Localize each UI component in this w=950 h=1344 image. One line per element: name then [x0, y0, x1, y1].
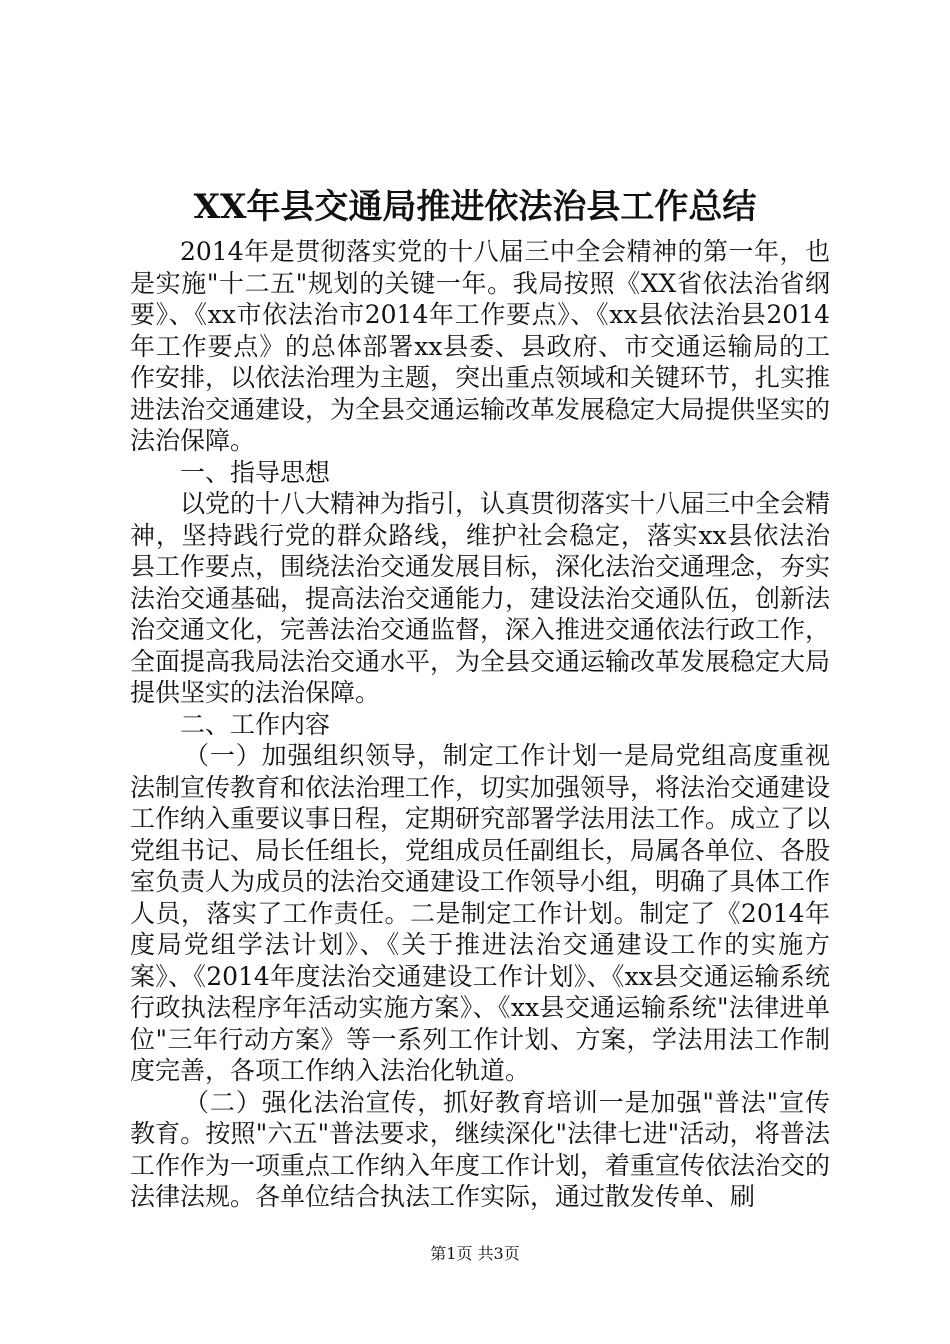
heading-guiding-ideology: 一、指导思想 [180, 457, 331, 487]
page-footer: 第1页 共3页 [430, 1244, 520, 1263]
paragraph-legal-publicity: （二）强化法治宣传，抓好教育培训一是加强"普法"宣传教育。按照"六五"普法要求，继续深化"法律七进"活动，将普法工作作为一项重点工作纳入年度工作计划，着重宣传依法治交的法律法规。各单位结合执法工作实际，通过散发传单、刷 [130, 1087, 831, 1211]
heading-work-content: 二、工作内容 [180, 709, 331, 739]
paragraph-guiding-ideology: 以党的十八大精神为指引，认真贯彻落实十八届三中全会精神，坚持践行党的群众路线，维护社会稳定，落实xx县依法治县工作要点，围绕法治交通发展目标，深化法治交通理念，夯实法治交通基础，提高法治交通能力，建设法治交通队伍，创新法治交通文化，完善法治交通监督，深入推进交通依法行政工作，全面提高我局法治交通水平，为全县交通运输改革发展稳定大局提供坚实的法治保障。 [130, 489, 831, 707]
paragraph-organization-leadership: （一）加强组织领导，制定工作计划一是局党组高度重视法制宣传教育和依法治理工作，切实加强领导，将法治交通建设工作纳入重要议事日程，定期研究部署学法用法工作。成立了以党组书记、局长任组长，党组成员任副组长，局属各单位、各股室负责人为成员的法治交通建设工作领导小组，明确了具体工作人员，落实了工作责任。二是制定工作计划。制定了《2014年度局党组学法计划》、《关于推进法治交通建设工作的实施方案》、《2014年度法治交通建设工作计划》、《xx县交通运输系统行政执法程序年活动实施方案》、《xx县交通运输系统"法律进单位"三年行动方案》等一系列工作计划、方案，学法用法工作制度完善，各项工作纳入法治化轨道。 [130, 741, 831, 1085]
document-body [130, 236, 830, 1213]
document-title: XX年县交通局推进依法治县工作总结 [193, 187, 757, 227]
paragraph-intro: 2014年是贯彻落实党的十八届三中全会精神的第一年，也是实施"十二五"规划的关键一年。我局按照《XX省依法治省纲要》、《xx市依法治市2014年工作要点》、《xx县依法治县2014年工作要点》的总体部署xx县委、县政府、市交通运输局的工作安排，以依法治理为主题，突出重点领域和关键环节，扎实推进法治交通建设，为全县交通运输改革发展稳定大局提供坚实的法治保障。 [130, 237, 831, 455]
